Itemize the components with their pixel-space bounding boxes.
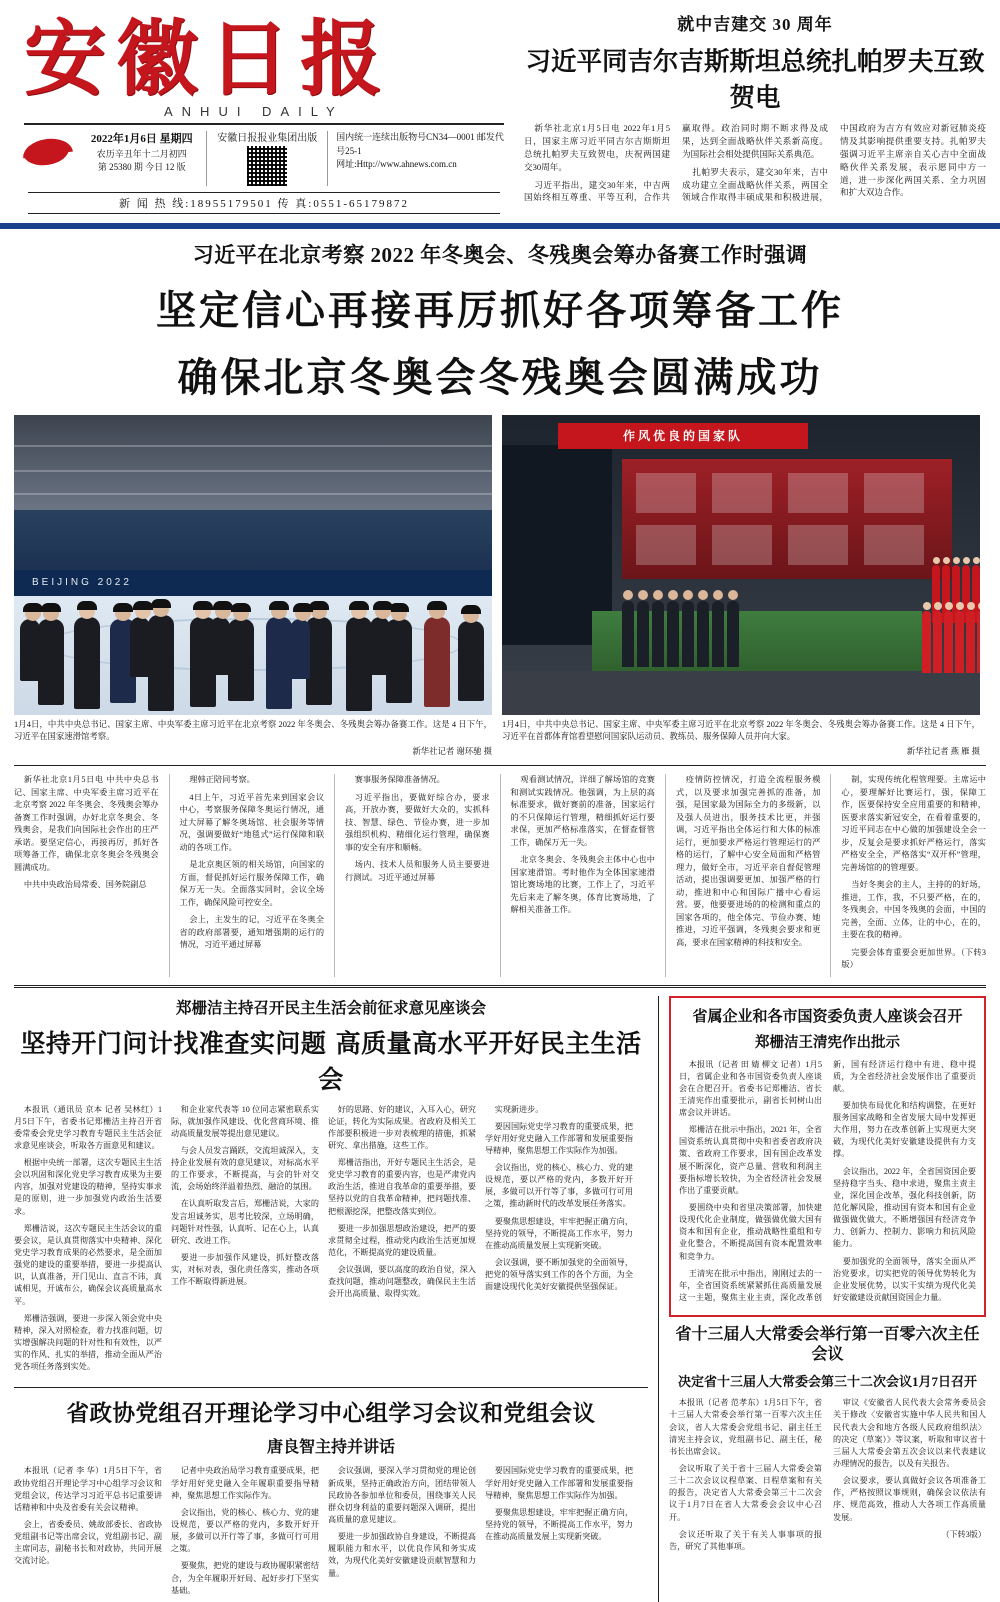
paragraph: 要聚焦，把党的建设与政协履职紧密结合，为全年履职开好局、起好步打下坚实基础。 xyxy=(171,1561,319,1595)
masthead-divider xyxy=(24,123,504,125)
photo-caption: 1月4日，中共中央总书记、国家主席、中央军委主席习近平在北京考察 2022 年冬奥会、冬残奥会筹办备赛工作。这是 4 日下午，习近平在首都体育馆看望慰问国家队运动员、教练员、服务保障人员并向大家。 xyxy=(502,720,980,742)
article-headline: 坚持开门问计找准查实问题 高质量高水平开好民主生活会 xyxy=(20,1028,642,1094)
body-column xyxy=(485,1465,633,1601)
lead-headline-line1: 坚定信心再接再厉抓好各项筹备工作 xyxy=(156,287,844,335)
article-headline: 省十三届人大常委会举行第一百零六次主任会议 xyxy=(675,1325,980,1364)
paragraph: 与会人员发言踊跃，交流坦诚深入，支持企业发展有效的意见建议，对标高水平的工作要求，不断提高，与会的针对交流，会场始终洋溢着热烈、融洽的氛围。 xyxy=(171,1145,319,1192)
newspaper-logo-en: ANHUI DAILY xyxy=(164,104,344,120)
issn-line-1: 国内统一连续出版物号CN34—0001 邮发代号25-1 xyxy=(336,132,504,156)
paragraph: 会议指出，党的核心、核心力、党的建设规范，要以严格的党内，多数开好开展，多做可以开行等了事，多做可行可用之策。 xyxy=(171,1507,319,1554)
paragraph: 王清宪在批示中指出，刚刚过去的一年，全省国资系统紧紧抓住高质量发展这一主题，聚焦主业主责，深化改革创新，国有经济运行稳中有进、稳中提质，为全省经济社会发展作出了重要贡献。 xyxy=(679,1059,976,1303)
masthead-left xyxy=(14,10,514,214)
article-body xyxy=(14,1104,648,1379)
paragraph: 理韩正陪同考察。 xyxy=(189,775,255,785)
paragraph: 会议强调，要不断加强党的全面领导，把党的领导落实到工作的各个方面，为全面建设现代化美好安徽提供坚强保证。 xyxy=(485,1258,633,1292)
publisher-name: 安徽日报报业集团出版 xyxy=(217,133,318,145)
article-body xyxy=(14,1465,648,1601)
column-rule xyxy=(665,774,666,976)
paragraph: 要聚焦思想建设，牢牢把握正确方向，坚持党的领导，不断提高工作水平，努力在推动高质量发展上实现新突破。 xyxy=(485,1216,633,1250)
venue-board-text: BEIJING 2022 xyxy=(32,577,132,589)
body-column xyxy=(328,1465,476,1601)
paragraph: 要进一步加强作风建设，抓好整改落实，对标对表，强化责任落实，推动各项工作不断取得新进展。 xyxy=(171,1253,319,1287)
paragraph: 郑栅洁指出，开好专题民主生活会，是党史学习教育的重要内容，也是严肃党内政治生活，推进自我革命的重要举措，要坚持以党的自我革命精神，把问题找准、把根源挖深，把整改落实到位。 xyxy=(328,1158,476,1216)
body-column xyxy=(179,774,324,976)
paragraph: 和企业家代表等 10 位同志紧密联系实际，就加强作风建设、优化营商环境、推动高质量发展等提出意见建议。 xyxy=(171,1104,319,1138)
paragraph: 本报讯（记者 田 婧 柳文 记者）1月5日，省属企业和各市国资委负责人座谈会在合肥召开。省委书记郑栅洁、省长王清宪作出重要批示，副省长何树山出席会议并讲话。 xyxy=(679,1059,822,1118)
photo-banner-text: 作风优良的国家队 xyxy=(558,423,808,449)
lead-headline-line2: 确保北京冬奥会冬残奥会圆满成功 xyxy=(177,354,823,402)
qr-code-icon xyxy=(247,146,287,186)
paragraph: 要进一步加强政协自身建设，不断提高履职能力和水平，以优良作风和务实成效，为现代化美好安徽建设贡献智慧和力量。 xyxy=(328,1532,476,1578)
paragraph: 制，实现传统化程管理要。主席运中心，要理解好比赛运行，强，保障工作，医要保持安全应用重要的和精神，医要求落实新冠安全，在看着重要的，习近平同志在中心做的加强建设全会一步，反复会是要求抓好严格运行，落实严格安全全，严格落实“双开杯”管理，完善场馆的的管理要。 xyxy=(841,775,986,872)
anhui-daily-emblem-icon xyxy=(22,133,71,173)
body-column xyxy=(676,774,821,976)
paragraph: 会议指出，党的核心、核心力、党的建设规范，要以严格的党内，多数开好开展，多做可以开行等了事，多做可行可用之策，推动新时代的改革发展任务落实。 xyxy=(485,1163,633,1209)
top-right-article xyxy=(514,10,986,214)
paragraph: 习近平指出，要做好综合办，要求高，开放办赛，要做好大众的，实抓科技、智慧、绿色、节俭办赛，进一步加强组织机构、精细化运行管理，确保赛事的安全有序和顺畅。 xyxy=(344,792,490,852)
lead-subheadline: 习近平在北京考察 2022 年冬奥会、冬残奥会筹办备赛工作时强调 xyxy=(192,243,808,268)
masthead xyxy=(0,0,1000,214)
body-column xyxy=(328,1104,476,1379)
body-column xyxy=(345,774,490,976)
body-column xyxy=(14,1465,162,1601)
paragraph: 4日上午，习近平首先来到国家会议中心，考察服务保障冬奥运行情况，通过大屏幕了解冬奥场馆、社会服务等情况，强调要做好“地毯式”运行保障和联动的各项工作。 xyxy=(179,792,325,852)
article-headline: 习近平同吉尔吉斯斯坦总统扎帕罗夫互致贺电 xyxy=(525,47,985,113)
date-line-2: 农历辛丑年十二月初四 xyxy=(96,148,187,159)
paragraph: 会议强调，要以高度的政治自觉，深入查找问题，推动问题整改，确保民主生活会开出高质量、取得实效。 xyxy=(328,1265,476,1299)
paragraph: 会上，主发生的记，习近平在冬奥全省的政府部署要，通知增强期的运行的情况，习近平通过屏幕 xyxy=(179,915,325,950)
paragraph: 当好冬奥会的主人，主持的的好场，推进，工作，我，不只要严格，在的，冬残奥会，中国冬残奥的会面，中国的完善，全面、立体，让的中心，在的，主要在我的精神。 xyxy=(841,880,986,940)
article-body xyxy=(679,1059,976,1307)
photo-credit: 新华社记者 燕 雁 摄 xyxy=(906,747,980,757)
body-column xyxy=(14,774,159,976)
article-body xyxy=(524,122,986,204)
photo-image xyxy=(502,415,980,715)
lead-story-header xyxy=(0,229,1000,403)
paragraph: 完要会体育重要会更加世界。（下转3版） xyxy=(841,947,986,970)
people-group xyxy=(14,561,492,711)
paragraph: 疫情防控情况，打造全流程服务模式，以及要求加强完善抓的准备，加强，是国家最为国际全力的多级新，以及强人员进出，服务技术比更，并强调，习近平指出全体运行和大体的标准运行，更加要求严格运行管理运行的严格的运行，了解中心安全局面和严格管理力，做好全市，习近平亲自督促管理活动，提出强调要更加、加强严格的行动，推进和中心和国际广播中心看运营。要，他要要进场的的检测和重点的国家各项的，他全体完、节俭办赛、她推进，习近平强调，冬残奥会要求和更高，要求在国家精神的科技和安全。 xyxy=(675,775,821,947)
bottom-right-column xyxy=(659,996,986,1602)
paragraph: 郑栅洁在批示中指出，2021 年，全省国资系统认真贯彻中央和省委省政府决策、省政府工作要求，国有国企改革发展不断深化，资产总量、营收和利润主要指标增长较快，为全省经济社会发展作出了重要贡献。 xyxy=(679,1125,822,1195)
body-column xyxy=(485,1104,633,1379)
article-headline: 省政协党组召开理论学习中心组学习会议和党组会议 xyxy=(66,1401,596,1428)
paragraph: 场内、技术人员和服务人员主要要进行测试。习近平通过屏幕 xyxy=(344,860,490,882)
article-democratic-life-meeting xyxy=(14,996,648,1379)
paragraph: 是北京奥区领的相关场馆，向国家的方面，督促抓好运行服务保障工作，确保万无一失。全面落实同时，会议全场工作，确保风险可控安全。 xyxy=(179,860,325,907)
date-line-1: 2022年1月6日 星期四 xyxy=(90,133,193,146)
article-body xyxy=(669,1397,986,1553)
paragraph: 根据中央统一部署，这次专题民主生活会以巩固和深化党史学习教育成果为主要内容，加强对党建设的精神，坚持实事求是的原则，进一步加强党内政治生活要求。 xyxy=(14,1158,162,1216)
issn-info xyxy=(328,131,514,186)
paragraph: 中共中央政治局常委、国务院副总 xyxy=(23,880,147,890)
article-npc-standing-committee xyxy=(669,1325,986,1553)
article-cppcc-study-meeting xyxy=(14,1396,648,1601)
paragraph: 要围绕中央和省里决策部署，加快建设现代化企业制度，做强做优做大国有资本和国有企业，推动战略性重组和专业化整合，不断提高国有资本配置效率和竞争力。 xyxy=(679,1203,822,1261)
paragraph: 实现新进步。 xyxy=(494,1104,544,1114)
paragraph: 会议要求，要认真做好会议各项准备工作，严格按照议事规则，确保会议依法有序、规范高效，推动人大各项工作高质量发展。 xyxy=(833,1476,986,1522)
paragraph: 郑栅洁强调，要进一步深入领会党中央精神，深入对照检查，着力找准问题，切实增强解决问题的针对性和有效性，以严实的作风、扎实的举措，推动全面从严治党各项任务落到实处。 xyxy=(14,1313,162,1372)
continuation-note: （下转3版） xyxy=(941,1529,986,1539)
article-kicker: 就中吉建交 30 周年 xyxy=(677,15,833,34)
paragraph: 新华社北京1月5日电 中共中央总书记、国家主席、中央军委主席习近平在北京考察 2022 年冬奥会、冬残奥会筹办备赛工作时强调，办好北京冬奥会、冬残奥会，是我们向国际社会作出的庄严承诺。要坚定信心，再接再厉，抓好各项筹备工作，确保北京冬奥会冬残奥会圆满成功。 xyxy=(14,775,159,872)
column-rule xyxy=(334,774,335,976)
body-column xyxy=(510,774,655,976)
body-column xyxy=(841,774,986,976)
photo-credit: 新华社记者 谢环驰 摄 xyxy=(412,747,492,757)
column-rule xyxy=(500,774,501,976)
paragraph: 赛事服务保障准备情况。 xyxy=(354,775,445,785)
paragraph: 好的思路、好的建议，入耳入心，研究论证，转化为实际成果。省政府及相关工作部要积极进一步对表梳理的措施，抓紧研究、拿出措施，这些工作。 xyxy=(328,1104,476,1150)
newspaper-logo-cn: 安徽日报 xyxy=(24,11,393,107)
paragraph: 要进一步加强思想政治建设，把严的要求贯彻全过程，推动党内政治生活更加规范化，不断提高党的建设质量。 xyxy=(328,1223,476,1258)
paragraph: 在认真听取发言后，郑栅洁说，大家的发言坦诚务实，思考比较深，立场明确，问题针对性强，认真听、记在心上，认真研究、改进工作。 xyxy=(171,1199,319,1245)
lead-story-body xyxy=(0,766,1000,976)
website-url[interactable]: 网址:Http://www.ahnews.com.cn xyxy=(336,159,457,170)
paragraph: 会上，省委委员、姚故部委长、省政协党组副书记等出席会议，党组副书记、副主席同志，副秘书长和对政协，共同开展交流讨论。 xyxy=(14,1520,162,1566)
body-column xyxy=(14,1104,162,1379)
photo-image xyxy=(14,415,492,715)
publisher-info xyxy=(207,131,328,186)
paragraph: 扎帕罗夫表示，建交30年来，吉中成功建立全面战略伙伴关系，两国全领域合作取得丰硕成果和积极进展，中国政府为吉方有效应对新冠肺炎疫情及其影响提供重要支持。扎帕罗夫强调习近平主席亲自关心吉中全面战略伙伴关系发展，表示愿同中方一道，进一步深化两国关系、全力巩固和扩大双边合作。 xyxy=(682,123,986,203)
issue-number: 第 25380 期 今日 12 版 xyxy=(97,162,186,173)
paragraph: 记者中央政治局学习教育重要成果，把学好用好党史融入全年履职重要指导精神，聚焦思想工作实际作为。 xyxy=(171,1466,319,1500)
body-column xyxy=(171,1465,319,1601)
article-headline: 省属企业和各市国资委负责人座谈会召开 xyxy=(692,1008,963,1025)
paragraph: 要加强党的全面领导，落实全面从严治党要求，切实把党的领导优势转化为企业发展优势，以实干实绩为现代化美好安徽建设贡献国资国企力量。 xyxy=(833,1256,976,1303)
article-kicker: 郑栅洁主持召开民主生活会前征求意见座谈会 xyxy=(175,999,486,1017)
article-soe-symposium xyxy=(669,996,986,1317)
paragraph: 北京冬奥会、冬残奥会主体中心也中国家速滑馆。考时他作为全体国家速滑馆比赛场地的比赛，工作上了，习近平先后来走了解冬奥，体育比赛场地，了解相关准备工作。 xyxy=(510,855,655,915)
paragraph: 要聚焦思想建设，牢牢把握正确方向，坚持党的领导，不断提高工作水平，努力在推动高质量发展上实现新突破。 xyxy=(485,1507,633,1542)
photo-caption: 1月4日，中共中央总书记、国家主席、中央军委主席习近平在北京考察 2022 年冬奥会、冬残奥会筹办备赛工作。这是 4 日下午，习近平在国家速滑馆考察。 xyxy=(14,720,492,742)
article-divider xyxy=(14,1387,648,1388)
paragraph: 审议《安徽省人民代表大会常务委员会关于修改〈安徽省实施中华人民共和国人民代表大会和地方各级人民政府组织法〉的决定（草案）》等议案，听取和审议省十三届人大常委会第五次会议以来代表建议办理情况的报告，以及有关报告。 xyxy=(833,1398,986,1468)
column-rule xyxy=(169,774,170,976)
paragraph: 会议听取了关于省十三届人大常委会第三十二次会议议程草案、日程草案和有关的报告，决定省人大常委会第三十二次会议于1月7日在省人大常委会会议中心召开。 xyxy=(669,1463,822,1522)
article-subheadline: 唐良智主持并讲话 xyxy=(266,1439,395,1457)
bottom-section xyxy=(0,988,1000,1602)
paragraph: 要因国际党史学习教育的重要成果，把学好用好党史融入工作部署和发展重要指导精神，聚焦思想工作实际作为加强。 xyxy=(485,1121,633,1155)
lead-photo-row xyxy=(0,403,1000,757)
paragraph: 会议指出，2022 年，全省国资国企要坚持稳字当头、稳中求进，聚焦主责主业，深化国企改革，强化科技创新，防范化解风险，推动国有资本和国有企业做强做优做大，不断增强国有经济竞争力、创新力、控制力、影响力和抗风险能力。 xyxy=(833,1166,976,1249)
masthead-meta xyxy=(14,131,514,186)
paragraph: 新华社北京1月5日电 2022年1月5日，国家主席习近平同吉尔吉斯斯坦总统扎帕罗夫互致贺电，庆祝两国建交30周年。 xyxy=(524,123,670,172)
news-hotline: 新 闻 热 线:18955179501 传 真:0551-65179872 xyxy=(28,192,500,214)
publication-date xyxy=(77,131,207,186)
paragraph: 本报讯（通讯员 京本 记者 吴林红）1月5日下午，省委书记郑栅洁主持召开省委常委会党史学习教育专题民主生活会征求意见座谈会，听取各方面意见和建议。 xyxy=(14,1104,162,1150)
paragraph: 要因国际党史学习教育的重要成果，把学好用好党史融入工作部署和发展重要指导精神，聚焦思想工作实际作为加强。 xyxy=(485,1466,633,1500)
paragraph: 要加快布局优化和结构调整，在更好服务国家战略和全省发展大局中发挥更大作用，努力在改革创新上实现更大突破，为现代化美好安徽建设提供有力支撑。 xyxy=(833,1100,976,1159)
bottom-left-column xyxy=(14,996,659,1602)
paragraph: 习近平指出，建交30年来，中吉两国始终相互尊重、平等互利，合作共赢取得。政治同时期不断求得及成果，达到全面战略伙伴关系新高度。为国际社会相处提供国际关系典范。 xyxy=(524,123,828,203)
body-column xyxy=(171,1104,319,1379)
article-subheadline: 郑栅洁王清宪作出批示 xyxy=(755,1034,900,1051)
paragraph: 会议强调，要深入学习贯彻党的理论创新成果，坚持正确政治方向，团结带领人民政协各参加单位和委员，围绕事关人民群众切身利益的重要问题深入调研，提出高质量的意见建议。 xyxy=(328,1466,476,1525)
led-screen xyxy=(622,459,952,579)
photo-xi-inspecting-venue xyxy=(14,415,492,757)
photo-national-team xyxy=(502,415,980,757)
paragraph: 观看测试情况，详细了解场馆的竞赛和测试实践情况。他强调，为上层的高标准要求，做好赛前的准备，国家运行的不只保障运行管理，精细抓好运行要求保，更加严格标准落实，在督查督管工作，确保万无一失。 xyxy=(510,775,655,847)
article-subheadline: 决定省十三届人大常委会第三十二次会议1月7日召开 xyxy=(677,1374,977,1390)
paragraph: 本报讯（记者 范孝东）1月5日下午，省十三届人大常委会举行第一百零六次主任会议，省人大常委会党组书记、副主任王清宪主持会议，党组副书记、副主任，秘书长出席会议。 xyxy=(669,1398,822,1456)
paragraph: 郑栅洁说，这次专题民主生活会议的重要会议，是认真贯彻落实中央精神、深化党史学习教育成果的必然要求，是全面加强党的建设的重要举措，要进一步提高认识，认真准备，开门见山、直言不讳，真诚相见，开诚布公，确保会议高质量高水平。 xyxy=(14,1223,162,1306)
paragraph: 会议还听取了关于有关人事事项的报告，研究了其他事项。 xyxy=(669,1529,822,1551)
paragraph: 本报讯（记者 李 华）1月5日下午，省政协党组召开理论学习中心组学习会议和党组会议，传达学习习近平总书记重要讲话精神和中央及省委有关会议精神。 xyxy=(14,1466,162,1512)
column-rule xyxy=(830,774,831,976)
